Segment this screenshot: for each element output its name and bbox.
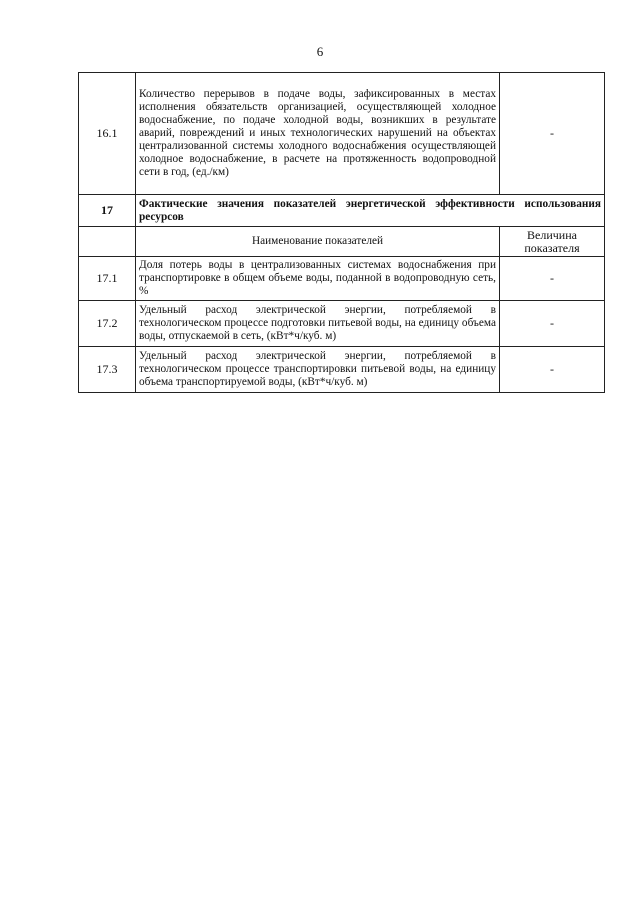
- header-name: Наименование показателей: [136, 227, 500, 257]
- indicator-name: Доля потерь воды в централизованных системах водоснабжения при транспортировке в общем объеме воды, поданной в водопроводную сеть, %: [136, 257, 500, 301]
- table-row: [79, 257, 605, 301]
- section-number: 17: [79, 195, 136, 227]
- indicator-name: Удельный расход электрической энергии, потребляемой в технологическом процессе подготовки питьевой воды, на единицу объема воды, отпускаемой в сеть, (кВт*ч/куб. м): [136, 301, 500, 347]
- table-row: [79, 347, 605, 393]
- header-value: Величина показателя: [500, 227, 605, 257]
- row-number: 17.1: [79, 257, 136, 301]
- indicator-value: -: [500, 257, 605, 301]
- header-number-cell: [79, 227, 136, 257]
- table-row: [79, 301, 605, 347]
- table-header-row: [79, 227, 605, 257]
- section-row: [79, 195, 605, 227]
- indicator-value: -: [500, 347, 605, 393]
- page-number: 6: [316, 44, 324, 59]
- indicators-table: [78, 72, 605, 393]
- row-number: 17.3: [79, 347, 136, 393]
- indicator-value: -: [500, 73, 605, 195]
- table-row: [79, 73, 605, 195]
- row-number: 17.2: [79, 301, 136, 347]
- row-number: 16.1: [79, 73, 136, 195]
- section-title: Фактические значения показателей энергетической эффективности использования ресурсов: [136, 195, 605, 227]
- indicator-value: -: [500, 301, 605, 347]
- indicator-name: Количество перерывов в подаче воды, зафиксированных в местах исполнения обязательств организацией, осуществляющей холодное водоснабжение, по подаче холодной воды, возникших в результате аварий, повреждений и иных технологических нарушений на объектах централизованной системы холодного водоснабжения осуществляющей холодное водоснабжение, в расчете на протяженность водопроводной сети в год, (ед./км): [136, 73, 500, 195]
- indicator-name: Удельный расход электрической энергии, потребляемой в технологическом процессе транспортировки питьевой воды, на единицу объема транспортируемой воды, (кВт*ч/куб. м): [136, 347, 500, 393]
